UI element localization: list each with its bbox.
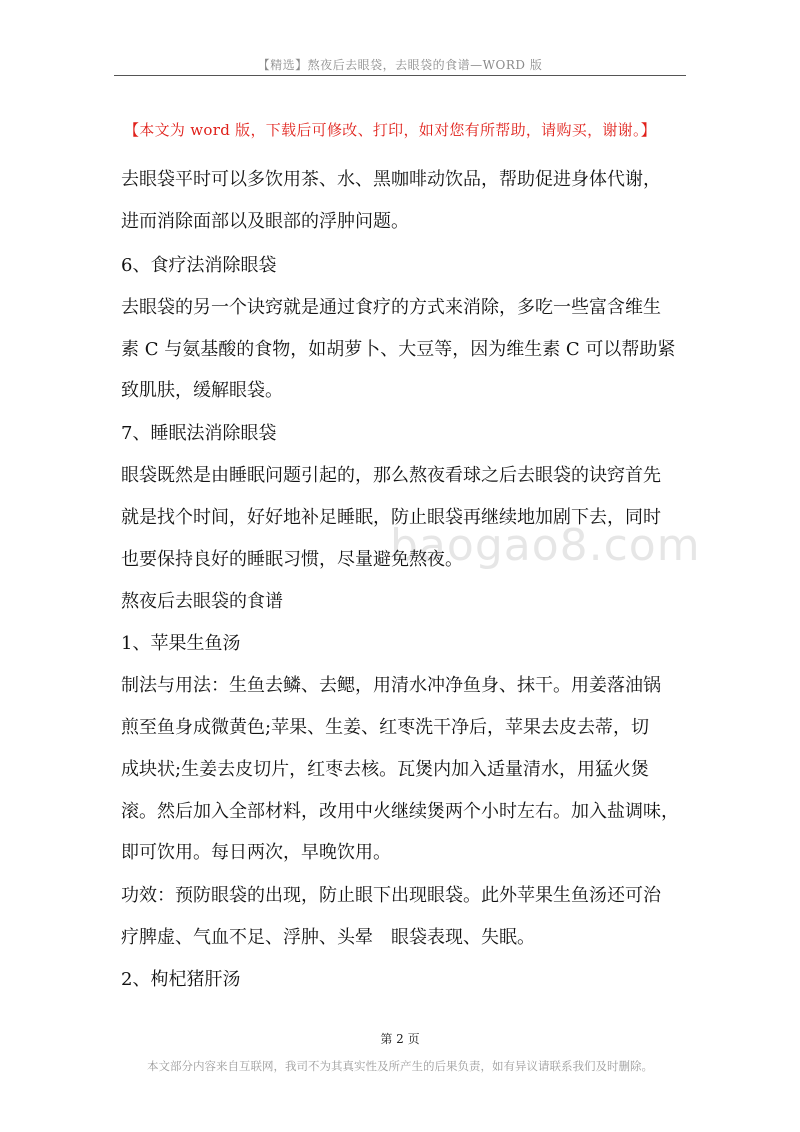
recipe-title-goji-liver-soup: 2、枸杞猪肝汤 xyxy=(121,969,241,990)
watermark: baogao8.com xyxy=(390,520,701,571)
heading-sleep-method: 7、睡眠法消除眼袋 xyxy=(121,423,277,444)
paragraph-line: 即可饮用。每日两次，早晚饮用。 xyxy=(121,842,391,863)
heading-food-therapy: 6、食疗法消除眼袋 xyxy=(121,255,277,276)
paragraph-line: 滚。然后加入全部材料，改用中火继续煲两个小时左右。加入盐调味， xyxy=(121,801,679,822)
paragraph-line: 眼袋既然是由睡眠问题引起的，那么熬夜看球之后去眼袋的诀窍首先 xyxy=(121,465,661,486)
section-title-recipes: 熬夜后去眼袋的食谱 xyxy=(121,591,283,612)
paragraph-line: 煎至鱼身成微黄色;苹果、生姜、红枣洗干净后，苹果去皮去蒂，切 xyxy=(121,717,650,738)
page-number: 第 2 页 xyxy=(380,1032,420,1046)
footer-disclaimer: 本文部分内容来自互联网，我司不为其真实性及所产生的后果负责，如有异议请联系我们及时删除。 xyxy=(147,1059,653,1073)
header-divider xyxy=(114,75,686,76)
paragraph-line: 进而消除面部以及眼部的浮肿问题。 xyxy=(121,211,409,232)
paragraph-line: 成块状;生姜去皮切片，红枣去核。瓦煲内加入适量清水，用猛火煲 xyxy=(121,759,650,780)
paragraph-line: 就是找个时间，好好地补足睡眠，防止眼袋再继续地加剧下去，同时 xyxy=(121,507,661,528)
recipe-title-apple-fish-soup: 1、苹果生鱼汤 xyxy=(121,633,241,654)
paragraph-line: 功效：预防眼袋的出现，防止眼下出现眼袋。此外苹果生鱼汤还可治 xyxy=(121,885,661,906)
paragraph-line: 致肌肤，缓解眼袋。 xyxy=(121,380,283,401)
paragraph-line: 制法与用法：生鱼去鳞、去鳃，用清水冲净鱼身、抹干。用姜落油锅 xyxy=(121,675,661,696)
page-header-title: 【精选】熬夜后去眼袋，去眼袋的食谱—WORD 版 xyxy=(257,58,543,72)
paragraph-line: 疗脾虚、气血不足、浮肿、头晕 眼袋表现、失眠。 xyxy=(121,927,535,948)
download-notice: 【本文为 word 版，下载后可修改、打印，如对您有所帮助，请购买，谢谢。】 xyxy=(124,121,657,139)
paragraph-line: 也要保持良好的睡眠习惯，尽量避免熬夜。 xyxy=(121,549,463,570)
paragraph-line: 素 C 与氨基酸的食物，如胡萝卜、大豆等，因为维生素 C 可以帮助紧 xyxy=(121,339,676,360)
paragraph-line: 去眼袋平时可以多饮用茶、水、黑咖啡动饮品，帮助促进身体代谢， xyxy=(121,169,661,190)
paragraph-line: 去眼袋的另一个诀窍就是通过食疗的方式来消除，多吃一些富含维生 xyxy=(121,297,661,318)
